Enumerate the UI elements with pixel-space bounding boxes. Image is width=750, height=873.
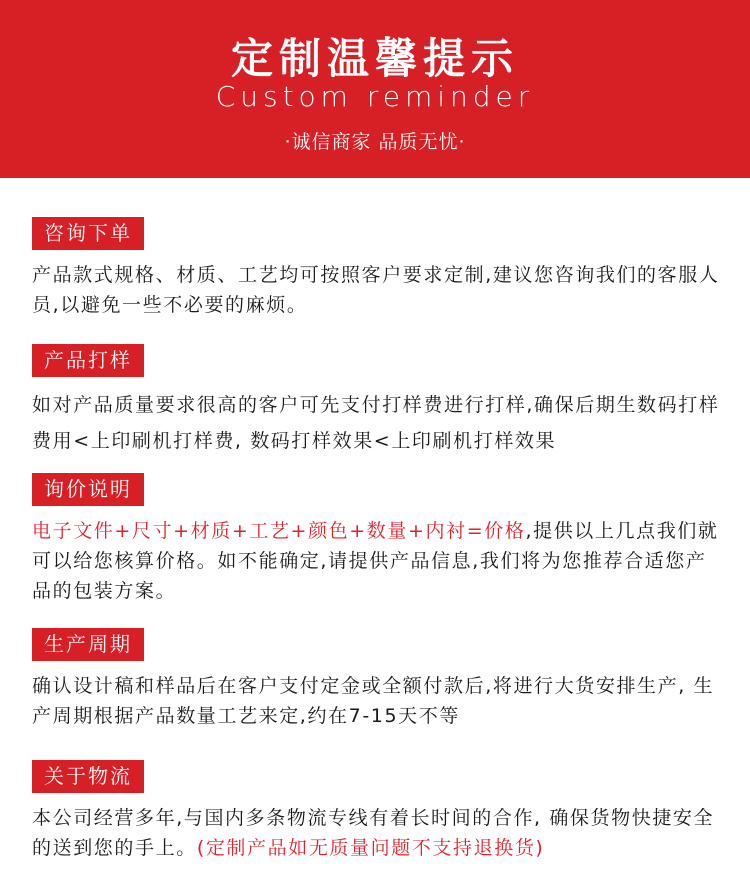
section-tag: 关于物流 [32, 760, 144, 793]
section-tag: 生产周期 [32, 628, 144, 661]
section-text [32, 516, 722, 606]
tagline: ·诚信商家 品质无忧· [284, 131, 466, 153]
logistics-explanation: 本公司经营多年,与国内多条物流专线有着长时间的合作, 确保货物快捷安全的送到您的手上。 [32, 807, 715, 859]
section-sampling [32, 344, 722, 459]
section-tag: 询价说明 [32, 473, 144, 506]
section-logistics [32, 760, 722, 863]
section-text [32, 803, 722, 863]
pricing-explanation: ,提供以上几点我们就可以给您核算价格。如不能确定,请提供产品信息,我们将为您推荐合适您产品的包装方案。 [32, 520, 719, 602]
page-title: 定制温馨提示 [230, 34, 519, 83]
price-formula: 电子文件+尺寸+材质+工艺+颜色+数量+内衬=价格 [32, 520, 526, 542]
header-banner [0, 0, 750, 178]
section-tag: 咨询下单 [32, 217, 144, 250]
section-text: 确认设计稿和样品后在客户支付定金或全额付款后,将进行大货安排生产, 生产周期根据产品数量工艺来定,约在7-15天不等 [32, 675, 715, 727]
section-pricing [32, 473, 722, 606]
return-policy-note: (定制产品如无质量问题不支持退换货) [196, 837, 545, 859]
section-tag: 产品打样 [32, 344, 144, 377]
page-subtitle: Custom reminder [215, 80, 535, 113]
section-production-cycle [32, 628, 722, 731]
section-consult-order [32, 217, 722, 320]
section-text: 产品款式规格、材质、工艺均可按照客户要求定制,建议您咨询我们的客服人员,以避免一些不必要的麻烦。 [32, 264, 720, 316]
section-text: 如对产品质量要求很高的客户可先支付打样费进行打样,确保后期生数码打样费用<上印刷机打样费, 数码打样效果<上印刷机打样效果 [32, 394, 720, 452]
